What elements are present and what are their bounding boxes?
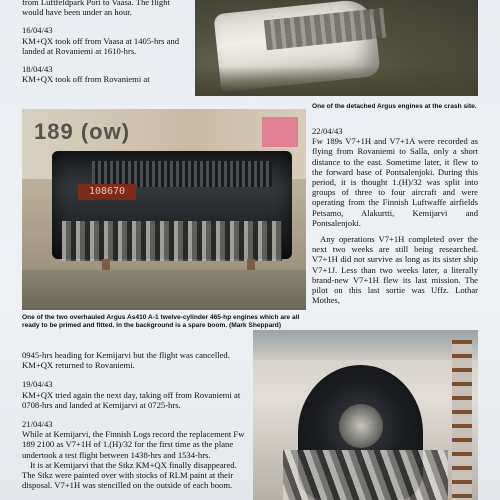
log-entry: It is at Kemijarvi that the Stkz KM+QX finally disappeared. The Stkz were painted over with stocks of RLM paint at their disposal. V7+1H was stencilled on the outside of each boom. xyxy=(22,459,237,491)
date-heading: 19/04/43 xyxy=(22,379,53,390)
left-column-bottom xyxy=(22,350,248,490)
crash-photo-caption: One of the detached Argus engines at the crash site. xyxy=(312,103,477,110)
engine-mounts xyxy=(283,450,448,500)
date-heading: 16/04/43 xyxy=(22,25,53,36)
propeller-hub xyxy=(339,404,383,448)
engine-plate: 108670 xyxy=(78,184,136,200)
body-paragraph: Fw 189s V7+1H and V7+1A were recorded as flying from Rovaniemi to Salla, only a short distance to the east. Sometime later, it flew to the forward base of Pontsalenjoki. During this period, it is thought 1.(H)/32 was split into groups of three to four aircraft and were operating from the Finnish Luftwaffe airfields Petsamo, Alakurtti, Kemijarvi and Pontsalenjoki. xyxy=(312,136,478,228)
exhaust-pipes xyxy=(62,221,282,261)
background xyxy=(253,330,478,360)
intro-paragraph: from Luftfeldpark Pori to Vaasa. The flight would have been under an hour. xyxy=(22,0,170,18)
ground xyxy=(195,66,478,96)
engine-photo-caption: One of the two overhauled Argus As410 A-1 twelve-cylinder 465-hp engines which are all ready to be primed and fitted. In the background is a spare boom. (Mark Sheppard) xyxy=(22,314,300,329)
floor xyxy=(22,270,306,310)
log-entry: KM+QX tried again the next day, taking off from Rovaniemi at 0708-hrs and landed at Kemijarvi at 0725-hrs. xyxy=(22,389,241,410)
log-entry: KM+QX took off from Rovaniemi at xyxy=(22,74,150,85)
fuselage-marking: 189 (ow) xyxy=(34,119,131,144)
date-heading: 21/04/43 xyxy=(22,419,53,430)
background-object xyxy=(262,117,298,147)
left-column-top xyxy=(22,0,190,84)
right-column xyxy=(312,126,478,305)
log-entry: While at Kemijarvi, the Finnish Logs record the replacement Fw 189 2100 as V7+1H of 1.(H)/32 for the first time as the plane undertook a test flight between 1438-hrs and 1534-hrs. xyxy=(22,429,245,460)
log-entry: 0945-hrs heading for Kemijarvi but the flight was cancelled. KM+QX returned to Rovaniemi. xyxy=(22,350,230,371)
wooden-rack xyxy=(452,340,472,500)
log-entry: KM+QX took off from Vaasa at 1405-hrs and landed at Rovaniemi at 1610-hrs. xyxy=(22,35,180,56)
crash-site-photo xyxy=(195,0,478,96)
date-heading: 22/04/43 xyxy=(312,126,343,136)
body-paragraph: Any operations V7+1H completed over the next two weeks are still being researched. V7+1H did not survive as long as its sister ship V7+1J. Less than two weeks later, a literally brand-new V7+1H flew its last mission. The pilot on this last sortie was Uffz. Lothar Mothes, xyxy=(312,234,478,306)
radial-engine-photo xyxy=(253,330,478,500)
date-heading: 18/04/43 xyxy=(22,64,53,75)
engine-photo xyxy=(22,109,306,310)
